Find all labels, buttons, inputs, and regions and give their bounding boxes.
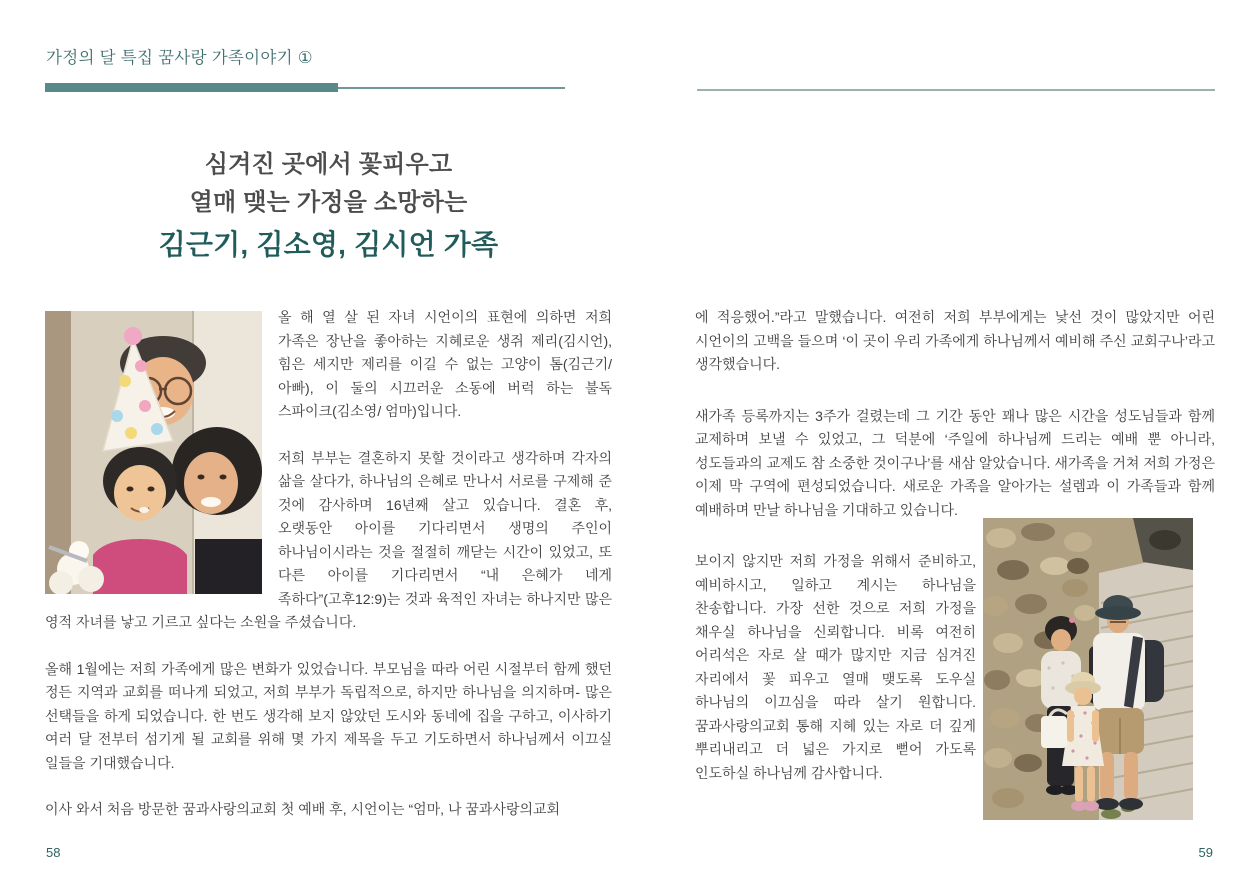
left-paragraph-2: 저희 부부는 결혼하지 못할 것이라고 생각하며 각자의 삶을 살다가, 하나님의 은혜로 만나서 서로를 구제해 준 것에 감사하며 16년째 살고 있습니다. 결혼 후, 오랫동안 아이를 기다리면서 생명의 주인이 하나님이시라는 것을 절절히 깨닫는 시간이 있었고, 또 다른 아이를 기다리면서 “내 은혜가 네게 족하다”(고후12:9)는 것과 육적인 자녀는 하나지만 많은 영적 자녀를 낳고 기르고 싶다는 소원을 주셨습니다. xyxy=(45,449,612,630)
right-paragraph-1: 에 적응했어.”라고 말했습니다. 여전히 저희 부부에게는 낯선 것이 많았지만 어린 시언이의 고백을 들으며 ‘이 곳이 우리 가족에게 하나님께서 예비해 주신 교회구나’라고 생각했습니다. xyxy=(695,309,1215,372)
family-birthday-photo xyxy=(45,311,262,594)
left-page-body xyxy=(45,306,612,822)
family-outdoor-photo xyxy=(983,518,1193,820)
kicker-accent-bar xyxy=(45,83,338,92)
left-paragraph-3: 올해 1월에는 저희 가족에게 많은 변화가 있었습니다. 부모님을 따라 어린 시절부터 함께 했던 정든 지역과 교회를 떠나게 되었고, 저희 부부가 독립적으로, 하지만 하나님을 의지하며- 많은 선택들을 하게 되었습니다. 한 번도 생각해 보지 않았던 도시와 동네에 집을 구하고, 이사하기 여러 달 전부터 섬기게 될 교회를 위해 몇 가지 제목을 두고 기도하면서 하나님께서 이끄실 일들을 기대했습니다. xyxy=(45,660,612,771)
stairway-family-illustration xyxy=(983,518,1193,820)
right-paragraph-3: 보이지 않지만 저희 가정을 위해서 준비하고, 예비하시고, 일하고 계시는 하나님을 찬송합니다. 가장 선한 것으로 저희 가정을 채우실 하나님을 신뢰합니다. 비록 여전히 어리석은 자로 살 때가 많지만 지금 심겨진 자리에서 꽃 피우고 열매 맺도록 도우실 하나님의 이끄심을 따라 살기 원합니다. 꿈과사랑의교회 통해 지혜 있는 자로 더 깊게 뿌리내리고 더 넓은 가지로 뻗어 가도록 인도하실 하나님께 감사합니다. xyxy=(695,553,976,781)
title-family-names: 김근기, 김소영, 김시언 가족 xyxy=(158,229,499,260)
title-line-2: 열매 맺는 가정을 소망하는 xyxy=(189,189,468,216)
article-title xyxy=(45,146,612,266)
section-kicker: 가정의 달 특집 꿈사랑 가족이야기 ① xyxy=(46,49,313,67)
title-line-1: 심겨진 곳에서 꽃피우고 xyxy=(204,151,453,178)
right-page-rule xyxy=(697,89,1215,91)
left-paragraph-1: 올 해 열 살 된 자녀 시언이의 표현에 의하면 저희 가족은 장난을 좋아하는 지혜로운 생쥐 제리(김시언), 힘은 세지만 제리를 이길 수 없는 고양이 톰(김근기/ 아빠), 이 둘의 시끄러운 소동에 버럭 하는 불독 스파이크(김소영/ 엄마)입니다. xyxy=(278,309,612,419)
birthday-selfie-illustration xyxy=(45,311,262,594)
left-paragraph-4: 이사 와서 처음 방문한 꿈과사랑의교회 첫 예배 후, 시언이는 “엄마, 나 꿈과사랑의교회 xyxy=(45,801,561,817)
page-number-right: 59 xyxy=(1198,845,1213,860)
page-number-left: 58 xyxy=(46,845,61,860)
right-paragraph-2: 새가족 등록까지는 3주가 걸렸는데 그 기간 동안 꽤나 많은 시간을 성도님들과 함께 교제하며 보낼 수 있었고, 그 덕분에 ‘주일에 하나님께 드리는 예배 뿐 아니라, 성도들과의 교제도 참 소중한 것이구나’를 새삼 알았습니다. 새가족을 거쳐 저희 가정은 이제 막 구역에 편성되었습니다. 새로운 가족을 알아가는 설렘과 이 가족들과 함께 예배하며 만날 하나님을 기대하고 있습니다. xyxy=(695,407,1215,518)
